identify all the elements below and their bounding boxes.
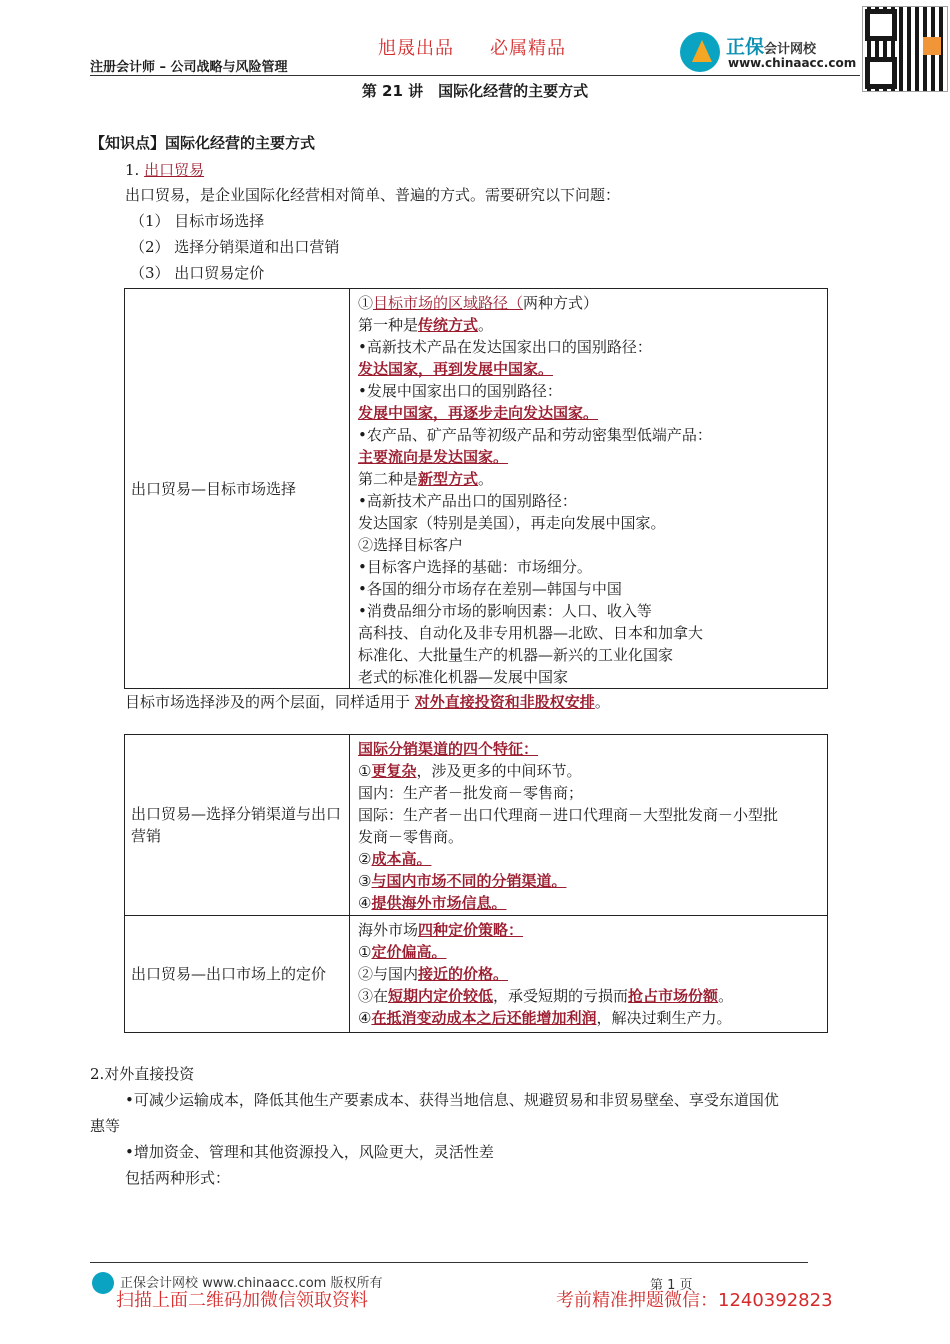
content-line: 第一种是传统方式。 xyxy=(358,316,494,334)
footer-logo-icon xyxy=(92,1272,114,1294)
header-divider xyxy=(90,75,860,76)
content-line: 高科技、自动化及非专用机器—北欧、日本和加拿大 xyxy=(358,624,704,642)
footer-promo-left: 扫描上面二维码加微信领取资料 xyxy=(116,1290,368,1311)
slogan-right: 必属精品 xyxy=(490,38,566,59)
content-line: 发展中国家，再逐步走向发达国家。 xyxy=(358,404,599,422)
content-line: 主要流向是发达国家。 xyxy=(358,448,509,466)
content-line: 老式的标准化机器—发展中国家 xyxy=(358,668,569,686)
distribution-pricing-table xyxy=(124,734,828,1033)
content-line: ③与国内市场不同的分销渠道。 xyxy=(358,872,567,890)
footer-copyright: 正保会计网校 www.chinaacc.com 版权所有 xyxy=(120,1276,383,1291)
chinaacc-logo xyxy=(680,30,860,74)
section-2-bullet-cont: 惠等 xyxy=(90,1117,121,1135)
content-line: ②选择目标客户 xyxy=(358,536,464,554)
section-2-heading: 2.对外直接投资 xyxy=(90,1065,195,1083)
lecture-title: 第 21 讲 国际化经营的主要方式 xyxy=(361,82,589,100)
section-1-title: 出口贸易 xyxy=(144,161,205,179)
content-line: •高新技术产品出口的国别路径： xyxy=(358,492,577,510)
section-1-heading xyxy=(125,159,204,180)
footer-promo-right: 考前精准押题微信：1240392823 xyxy=(556,1290,833,1311)
qr-badge-icon xyxy=(923,37,941,55)
content-line: ③在短期内定价较低，承受短期的亏损而抢占市场份额。 xyxy=(358,987,734,1005)
course-title: 注册会计师 – 公司战略与风险管理 xyxy=(90,60,288,75)
content-line: 国际：生产者－出口代理商－进口代理商－大型批发商－小型批 xyxy=(358,806,779,824)
table-row-content xyxy=(350,289,828,689)
content-line: •目标客户选择的基础：市场细分。 xyxy=(358,558,592,576)
table-row-content xyxy=(350,916,828,1033)
content-line: 发达国家，再到发展中国家。 xyxy=(358,360,554,378)
content-line: 国内：生产者－批发商－零售商； xyxy=(358,784,584,802)
content-line: 发达国家（特别是美国），再走向发展中国家。 xyxy=(358,514,666,532)
content-line: 发商－零售商。 xyxy=(358,828,464,846)
logo-emblem-icon xyxy=(680,32,720,72)
target-market-table xyxy=(124,288,828,689)
footer-divider xyxy=(90,1262,808,1263)
content-line: •高新技术产品在发达国家出口的国别路径： xyxy=(358,338,652,356)
content-line: •农产品、矿产品等初级产品和劳动密集型低端产品： xyxy=(358,426,712,444)
header-slogan xyxy=(378,34,566,60)
logo-brand xyxy=(726,32,816,59)
logo-brand-sub: 会计网校 xyxy=(764,42,817,57)
knowledge-point-heading: 【知识点】国际化经营的主要方式 xyxy=(90,134,316,152)
content-line: •各国的细分市场存在差别—韩国与中国 xyxy=(358,580,622,598)
content-line: •消费品细分市场的影响因素：人口、收入等 xyxy=(358,602,652,620)
content-line: ①更复杂，涉及更多的中间环节。 xyxy=(358,762,582,780)
table-row-content xyxy=(350,735,828,916)
content-line: 第二种是新型方式。 xyxy=(358,470,494,488)
question-item: （3） 出口贸易定价 xyxy=(130,264,265,282)
question-item: （1） 目标市场选择 xyxy=(130,212,265,230)
content-line: •发展中国家出口的国别路径： xyxy=(358,382,562,400)
question-item: （2） 选择分销渠道和出口营销 xyxy=(130,238,340,256)
table-row-label: 出口贸易—出口市场上的定价 xyxy=(125,916,350,1033)
section-2-bullet: •可减少运输成本，降低其他生产要素成本、获得当地信息、规避贸易和非贸易壁垒、享受东道国优 xyxy=(125,1091,779,1109)
content-line: 国际分销渠道的四个特征： xyxy=(358,740,539,758)
logo-brand-main: 正保 xyxy=(726,36,765,58)
slogan-left: 旭晟出品 xyxy=(378,38,454,59)
content-line: ②与国内接近的价格。 xyxy=(358,965,509,983)
section-2-forms: 包括两种形式： xyxy=(125,1169,231,1187)
logo-url: www.chinaacc.com xyxy=(728,56,857,70)
content-line: 海外市场四种定价策略： xyxy=(358,921,524,939)
section-2-bullet: •增加资金、管理和其他资源投入，风险更大，灵活性差 xyxy=(125,1143,494,1161)
content-line: ②成本高。 xyxy=(358,850,432,868)
section-1-intro: 出口贸易，是企业国际化经营相对简单、普遍的方式。需要研究以下问题： xyxy=(125,186,621,204)
content-line: 标准化、大批量生产的机器—新兴的工业化国家 xyxy=(358,646,674,664)
content-line: ④提供海外市场信息。 xyxy=(358,894,507,912)
content-line: ①目标市场的区域路径（两种方式） xyxy=(358,294,599,312)
table-1-note: 目标市场选择涉及的两个层面，同样适用于 对外直接投资和非股权安排。 xyxy=(125,693,610,711)
content-line: ④在抵消变动成本之后还能增加利润，解决过剩生产力。 xyxy=(358,1009,732,1027)
table-row-label: 出口贸易—目标市场选择 xyxy=(125,289,350,689)
section-1-number: 1. xyxy=(125,161,140,179)
table-row-label: 出口贸易—选择分销渠道与出口营销 xyxy=(125,735,350,916)
footer-page-number: 第 1 页 xyxy=(650,1278,693,1293)
content-line: ①定价偏高。 xyxy=(358,943,447,961)
